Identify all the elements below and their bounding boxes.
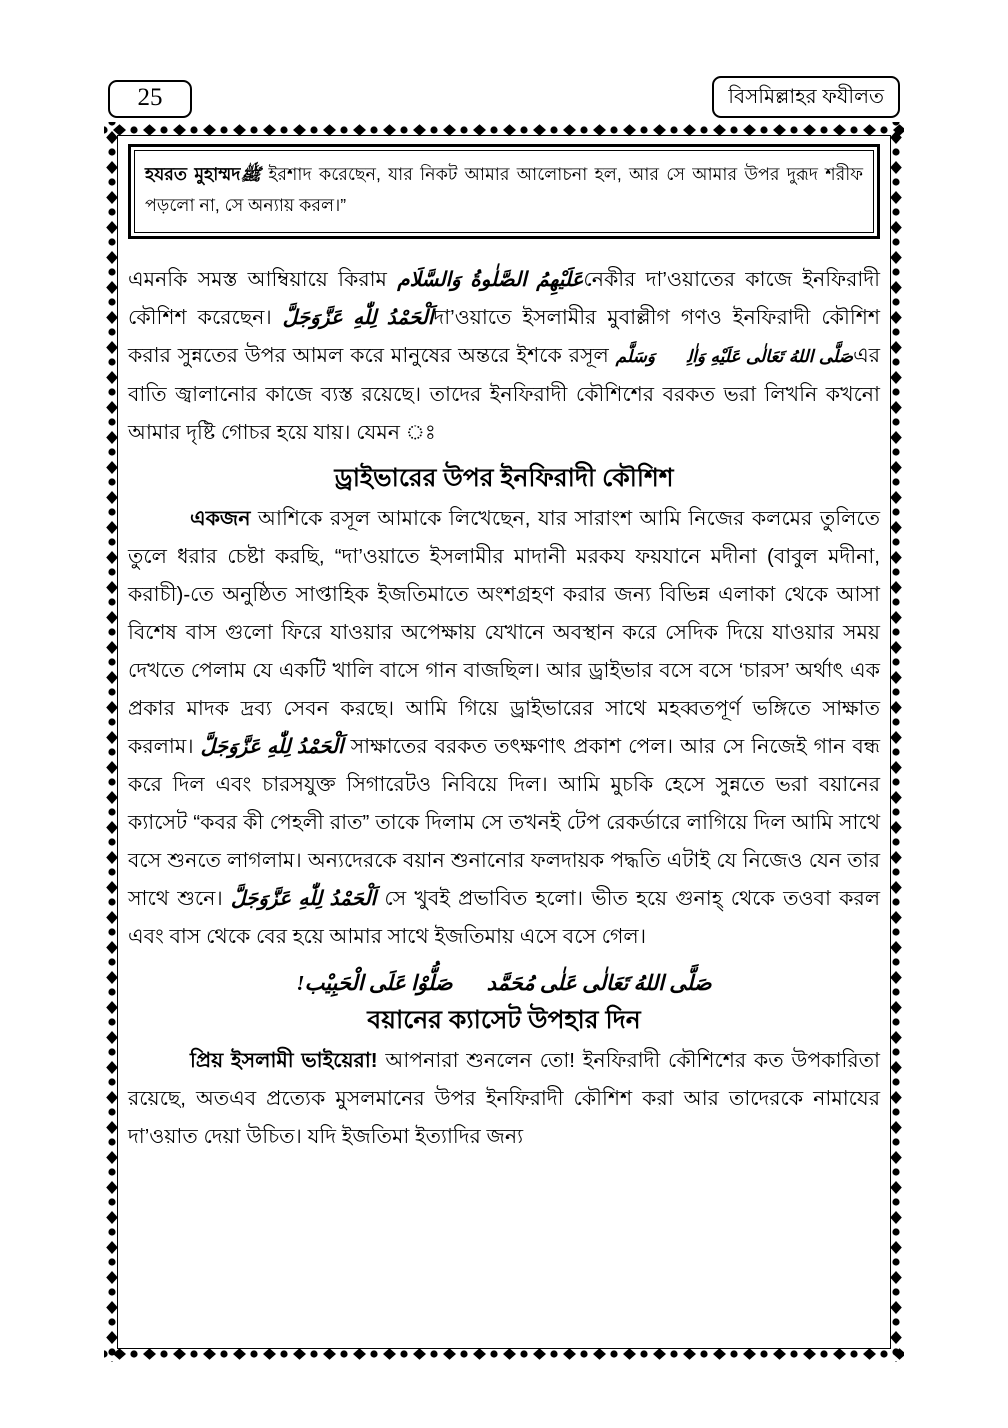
para3-seg1: আপনারা শুনলেন তো! ইনফিরাদী কৌশিশের কত উপকারিতা রয়েছে, অতএব প্রত্যেক মুসলমানের উপর ইনফিরাদী কৌশিশ করা আর তাদেরকে নামাযের দা’ওয়াত দেয়া উচিত। যদি ইজতিমা ইত্যাদির জন্য (128, 1049, 880, 1148)
para1-seg4: এর বাতি জ্বালানোর কাজে ব্যস্ত রয়েছে। তাদের ইনফিরাদী কৌশিশের বরকত ভরা লিখনি কখনো আমার দৃষ্টি গোচর হয়ে যায়। যেমন ঃ (128, 344, 880, 444)
decorative-page-frame (104, 122, 904, 1362)
hadith-speaker: হযরত মুহাম্মদ (145, 164, 241, 184)
salawat-line (128, 966, 880, 1000)
hadith-quote-inner (134, 150, 874, 233)
arabic-alaihimus-salatu-wassalam: عَلَيْهِمُ الصَّلٰوةُ وَالسَّلَام (397, 269, 584, 291)
paragraph-three (128, 1042, 880, 1156)
section-heading-cassette-gift: বয়ানের ক্যাসেট উপহার দিন (367, 1006, 641, 1034)
para1-seg1: এমনকি সমস্ত আম্বিয়ায়ে কিরাম (128, 268, 398, 291)
para2-seg3: সে খুবই প্রভাবিত হলো। ভীত হয়ে গুনাহ্ থেকে তওবা করল এবং বাস থেকে বের হয়ে আমার সাথে ইজতিমায় এসে বসে গেল। (128, 887, 881, 948)
section-heading-driver: ড্রাইভারের উপর ইনফিরাদী কৌশিশ (334, 464, 674, 492)
para1-seg3: দা’ওয়াতে ইসলামীর মুবাল্লীগ গণও ইনফিরাদী কৌশিশ করার সুন্নতের উপর আমল করে মানুষের অন্তরে ইশকে রসূল (128, 306, 880, 367)
paragraph-two (128, 500, 880, 956)
paragraph-one (128, 261, 880, 452)
page-header (108, 76, 900, 120)
page-content (128, 144, 880, 1340)
book-title: বিসমিল্লাহর ফযীলত (728, 86, 884, 108)
para2-seg1: আশিকে রসূল আমাকে লিখেছেন, যার সারাংশ আমি নিজের কলমের তুলিতে তুলে ধরার চেষ্টা করছি, “দা’ওয়াতে ইসলামীর মাদানী মরকয ফয়যানে মদীনা (বাবুল মদীনা, করাচী)-তে অনুষ্ঠিত সাপ্তাহিক ইজতিমাতে অংশগ্রহণ করার জন্য বিভিন্ন এলাকা থেকে আসা বিশেষ বাস গুলো ফিরে যাওয়ার অপেক্ষায় যেখানে অবস্থান করে সেদিক দিয়ে যাওয়ার সময় দেখতে পেলাম যে একটি খালি বাসে গান বাজছিল। আর ড্রাইভার বসে বসে ‘চারস’ অর্থাৎ এক প্রকার মাদক দ্রব্য সেবন করছে। আমি গিয়ে ড্রাইভারের সাথে মহব্বতপূর্ণ ভঙ্গিতে সাক্ষাত করলাম। (128, 507, 880, 758)
salawat-left: صَلُّوْا عَلَى الْحَبِيْب! (296, 971, 453, 995)
page-number: 25 (137, 84, 163, 111)
arabic-alhamdulillah-1: اَلْحَمْدُ لِلّٰهِ عَزَّوَجَلَّ (282, 307, 434, 329)
hadith-text (145, 159, 863, 220)
book-title-box (712, 76, 900, 118)
para1-seg2: নেকীর দা’ওয়াতের কাজে ইনফিরাদী কৌশিশ করেছেন। (128, 268, 880, 329)
page-number-box (108, 80, 192, 118)
salawat-right: صَلَّى اللهُ تَعَالٰى عَلٰى مُحَمَّد (486, 971, 712, 995)
arabic-sallallahu-alaihi-wa-alihi-wasallam: صَلَّى اللهُ تَعَالٰى عَلَيْهِ وَاٰلِهٖ وَسَلَّم (615, 347, 854, 366)
para3-lead: প্রিয় ইসলামী ভাইয়েরা! (190, 1049, 378, 1072)
arabic-alhamdulillah-3: اَلْحَمْدُ لِلّٰهِ عَزَّوَجَلَّ (230, 888, 377, 910)
hadith-body: ইরশাদ করেছেন, যার নিকট আমার আলোচনা হল, আর সে আমার উপর দুরূদ শরীফ পড়লো না, সে অন্যায় করল।” (145, 164, 863, 215)
para2-lead: একজন (190, 507, 251, 530)
para2-seg2: সাক্ষাতের বরকত তৎক্ষণাৎ প্রকাশ পেল। আর সে নিজেই গান বন্ধ করে দিল এবং চারসযুক্ত সিগারেটও নিবিয়ে দিল। আমি মুচকি হেসে সুন্নতে ভরা বয়ানের ক্যাসেট “কবর কী পেহলী রাত” তাকে দিলাম সে তখনই টেপ রেকর্ডারে লাগিয়ে দিল আমি সাথে বসে শুনতে লাগলাম। অন্যদেরকে বয়ান শুনানোর ফলদায়ক পদ্ধতি এটাই যে নিজেও যেন তার সাথে শুনে। (128, 735, 880, 910)
hadith-quote-box (128, 144, 880, 239)
sallallahu-alaihi-wasallam-icon: ﷺ (240, 165, 262, 184)
arabic-alhamdulillah-2: اَلْحَمْدُ لِلّٰهِ عَزَّوَجَلَّ (200, 736, 344, 758)
